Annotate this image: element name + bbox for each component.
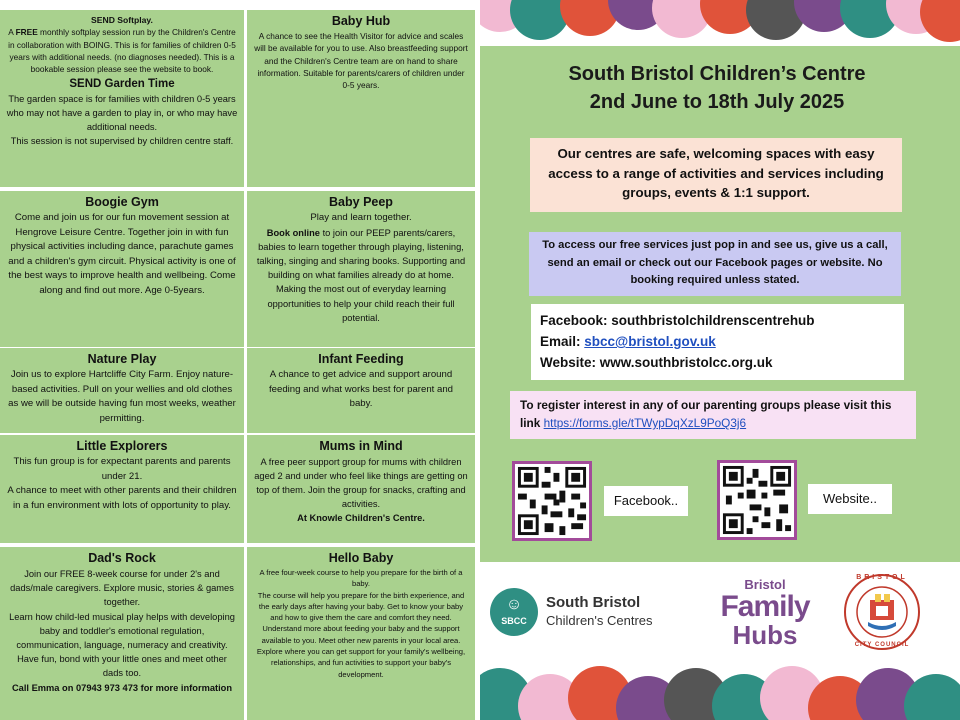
mums-in-mind-card xyxy=(247,435,475,543)
dads-rock-body1: Join our FREE 8-week course for under 2's and dads/male caregivers. Explore music, stories & games together. xyxy=(10,569,234,608)
dads-rock-title: Dad's Rock xyxy=(88,551,156,565)
infant-feeding-body: A chance to get advice and support around feeding and what works best for parent and baby. xyxy=(269,369,453,410)
dads-rock-card xyxy=(0,547,244,720)
baby-peep-body: Book online to join our PEEP parents/carers, babies to learn together through playing, listening, talking, singing and sharing books. Supporting and building on what families already do at home. Making the most out of everyday learning opportunities to help your child reach their full potential. xyxy=(256,227,466,323)
contact-facebook: Facebook: southbristolchildrenscentrehub xyxy=(540,313,815,328)
mums-in-mind-title: Mums in Mind xyxy=(319,439,403,453)
council-top-text: BRISTOL xyxy=(856,574,908,581)
little-explorers-title: Little Explorers xyxy=(76,439,168,453)
mums-in-mind-location: At Knowle Children's Centre. xyxy=(297,513,425,523)
facebook-qr-code[interactable] xyxy=(512,461,592,541)
dot-shape xyxy=(920,0,960,42)
email-link[interactable]: sbcc@bristol.gov.uk xyxy=(584,334,716,349)
mums-in-mind-body: A free peer support group for mums with children aged 2 and under who feel like things are getting on top of them. Join the group for snacks, crafting and activities. xyxy=(254,457,468,509)
sbcc-logo xyxy=(490,588,660,638)
send-garden-note: This session is not supervised by children centre staff. xyxy=(10,136,234,147)
qr-icon xyxy=(720,463,794,537)
access-box: To access our free services just pop in and see us, give us a call, send an email or check out our Facebook pages or website. No booking required unless stated. xyxy=(529,232,901,296)
website-qr-label: Website.. xyxy=(808,484,892,514)
baby-hub-title: Baby Hub xyxy=(331,14,391,28)
baby-hub-card xyxy=(247,10,475,187)
bristol-city-council-logo xyxy=(842,572,922,652)
website-qr-code[interactable] xyxy=(717,460,797,540)
welcome-box: Our centres are safe, welcoming spaces with easy access to a range of activities and services including groups, events & 1:1 support. xyxy=(530,138,902,212)
sbcc-badge-icon: ☺ SBCC xyxy=(490,588,538,636)
hello-baby-body2: The course will help you prepare for the birth experience, and the early days after having your baby. Get to know your baby and how to give them the care and comfort they need. Understand more about feeding your baby and the support available to you. Meet other new parents in your local area. Explore where you can get support for your family's wellbeing, relationships, and fun activities to support your baby's development. xyxy=(256,590,466,679)
council-crest-icon xyxy=(842,572,922,652)
sbcc-logo-line2: Children's Centres xyxy=(546,613,653,628)
hello-baby-card xyxy=(247,547,475,720)
little-explorers-card xyxy=(0,435,244,543)
send-softplay-title: SEND Softplay. xyxy=(91,15,153,25)
send-softplay-body: A FREE monthly softplay session run by the Children's Centre in collaboration with BOING. This is for families of children 0-5 years with additional needs. (no diagnoses needed). This is a bookable session please see the website to book. xyxy=(8,27,236,75)
page-title: South Bristol Children’s Centre 2nd June to 18th July 2025 xyxy=(568,63,866,113)
little-explorers-body2: A chance to meet with other parents and their children in a fun environment with lots of opportunity to play. xyxy=(7,485,237,511)
infant-feeding-title: Infant Feeding xyxy=(318,352,404,366)
nature-play-body: Join us to explore Hartcliffe City Farm. Enjoy nature-based activities. Pull on your wellies and old clothes as we will be outside having fun most weeks, weather permitting. xyxy=(8,369,236,424)
register-box: To register interest in any of our parenting groups please visit this link https://forms.gle/tTWypDqXzL9PoQ3j6 xyxy=(510,391,916,439)
contact-box xyxy=(531,304,904,380)
send-softplay-card xyxy=(0,10,244,187)
dads-rock-body3: Have fun, bond with your little ones and meet other dads too. xyxy=(17,654,227,679)
baby-peep-card xyxy=(247,191,475,347)
family-hubs-logo: Bristol Family Hubs xyxy=(720,577,810,650)
decorative-dots-top xyxy=(480,0,960,46)
nature-play-card xyxy=(0,348,244,433)
contact-email: Email: sbcc@bristol.gov.uk xyxy=(540,334,716,349)
hello-baby-body1: A free four-week course to help you prepare for the birth of a baby. xyxy=(259,568,463,589)
qr-icon xyxy=(515,464,589,538)
baby-peep-title: Baby Peep xyxy=(329,195,393,209)
infant-feeding-card xyxy=(247,348,475,433)
register-link[interactable]: https://forms.gle/tTWypDqXzL9PoQ3j6 xyxy=(543,416,747,430)
send-garden-body: The garden space is for families with children 0-5 years who may not have a garden to play in, or who may have additional needs. xyxy=(6,94,238,133)
boogie-gym-card xyxy=(0,191,244,347)
sbcc-logo-line1: South Bristol xyxy=(546,594,641,611)
little-explorers-body1: This fun group is for expectant parents and parents under 21. xyxy=(13,456,231,482)
council-bottom-text: CITY COUNCIL xyxy=(854,642,910,648)
send-garden-title: SEND Garden Time xyxy=(69,78,175,91)
baby-hub-body: A chance to see the Health Visitor for advice and scales will be available for you to use. Also breastfeeding support and the Children's Centre team are on hand to share information. Suitable for parents/carers of children under 0-5 years. xyxy=(254,31,468,91)
boogie-gym-title: Boogie Gym xyxy=(85,195,159,209)
hello-baby-title: Hello Baby xyxy=(328,551,394,565)
facebook-qr-label: Facebook.. xyxy=(604,486,688,516)
activities-panel xyxy=(0,0,475,720)
logos-strip xyxy=(480,562,960,660)
dads-rock-body2: Learn how child-led musical play helps with developing baby and toddler's emotional regulation, communication, language, numeracy and creativity. xyxy=(9,611,235,651)
baby-peep-line1: Play and learn together. xyxy=(310,212,412,223)
contact-website: Website: www.southbristolcc.org.uk xyxy=(540,355,773,370)
boogie-gym-body: Come and join us for our fun movement session at Hengrove Leisure Centre. Together join in with fun physical activities including dance, parachute games and a children's gym circuit. Physical activity is one of the best ways to improve health and wellbeing. Come along and find out more. Age 0-5years. xyxy=(8,212,236,296)
dads-rock-call: Call Emma on 07943 973 473 for more information xyxy=(11,682,233,693)
decorative-dots-bottom xyxy=(480,660,960,720)
nature-play-title: Nature Play xyxy=(87,352,157,366)
